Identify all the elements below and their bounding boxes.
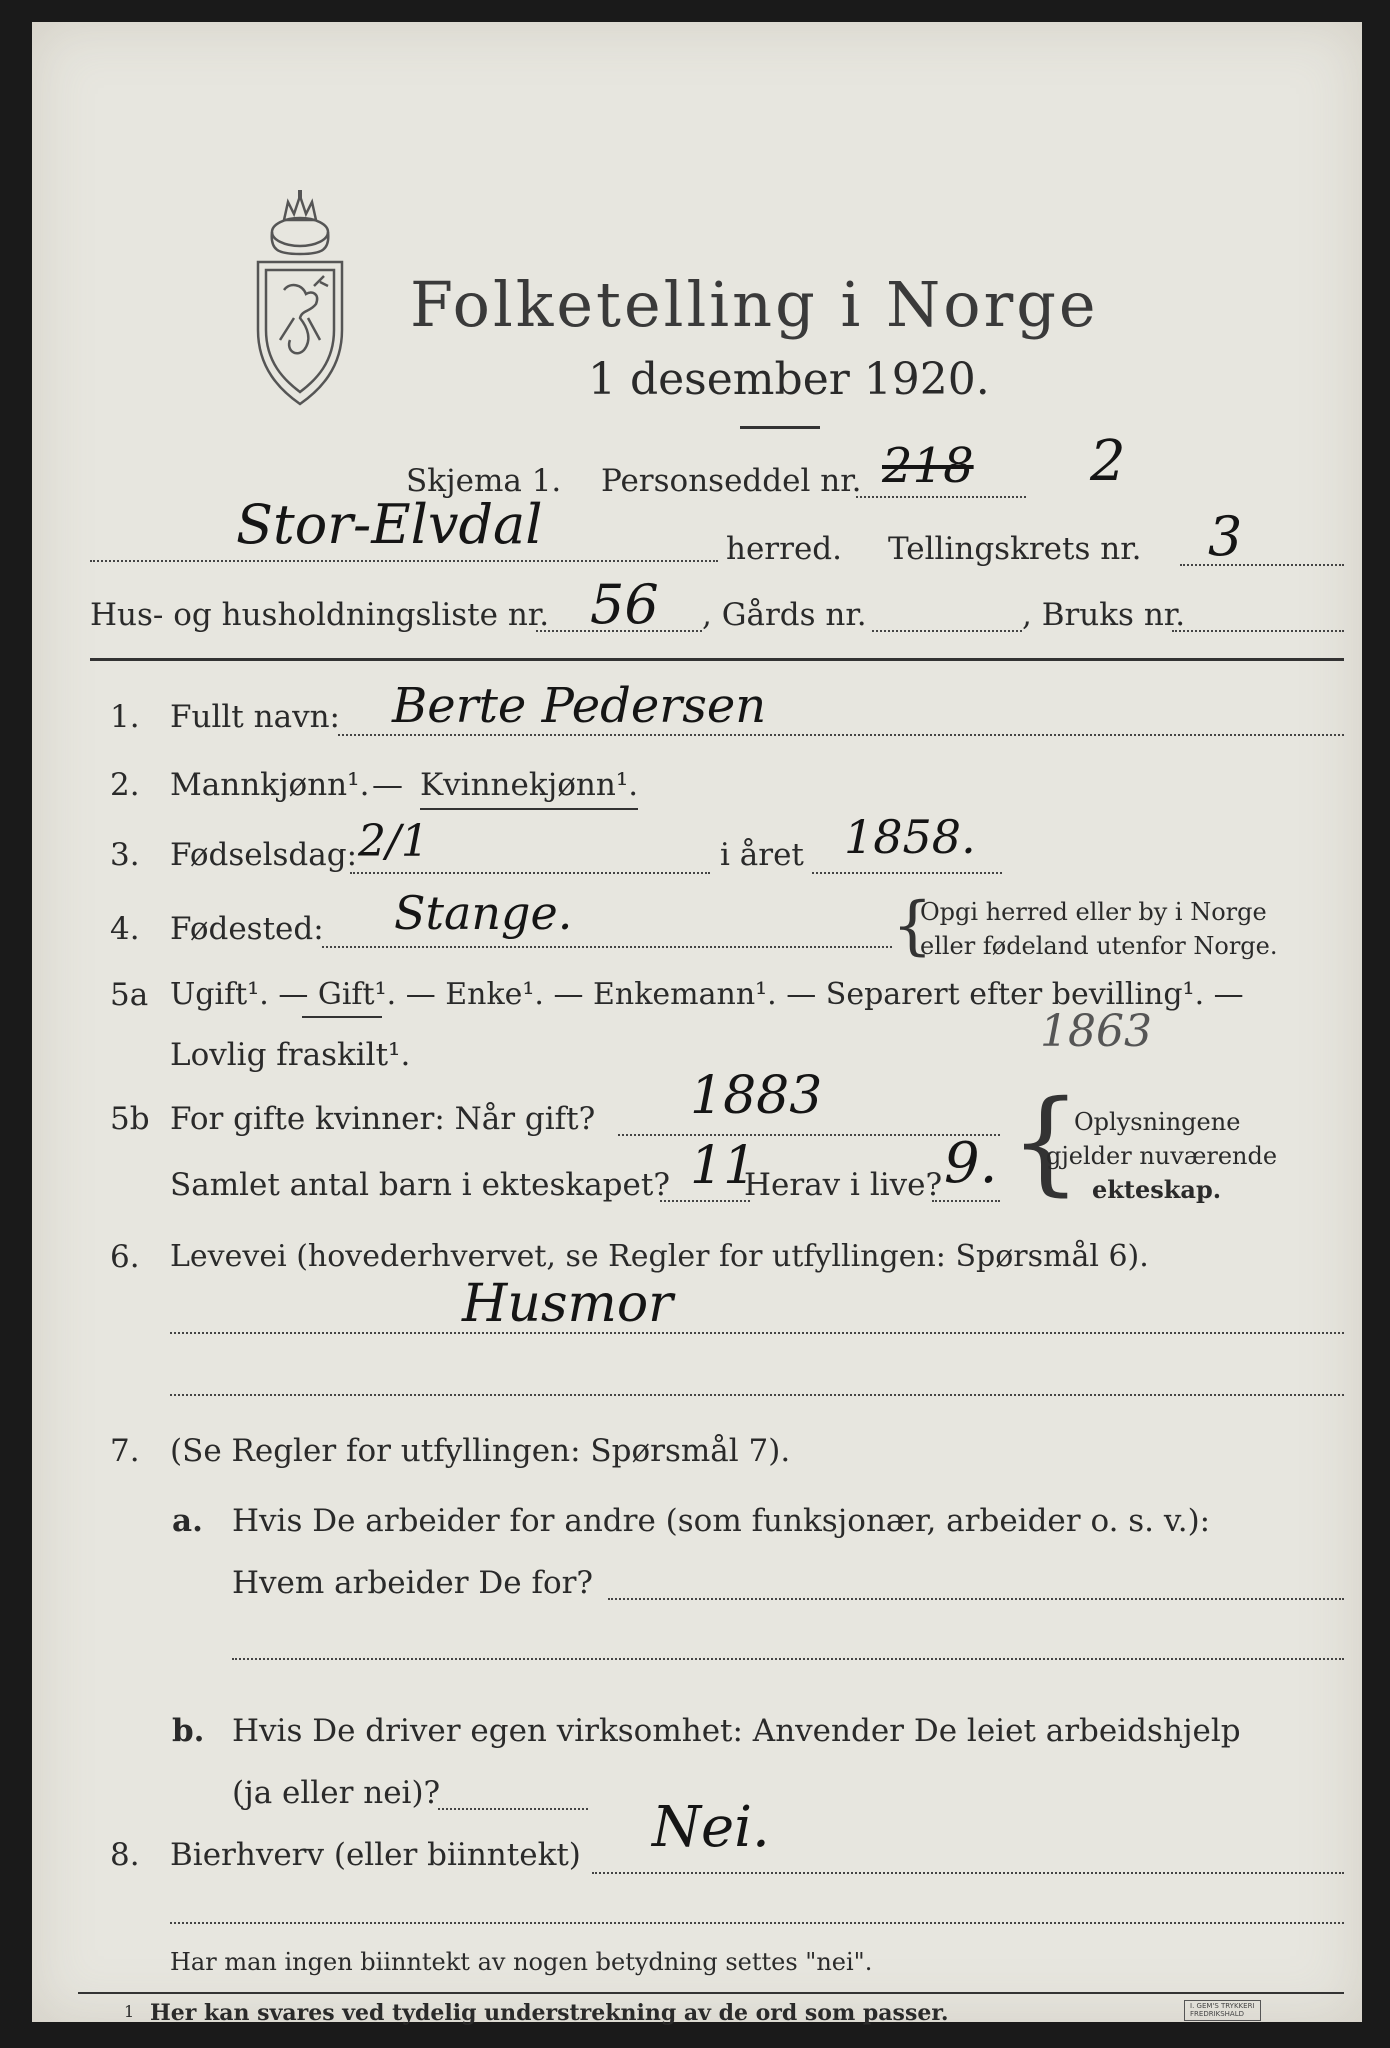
census-date: 1 desember 1920. xyxy=(588,354,990,405)
q5b-children-value: 11 xyxy=(690,1136,757,1196)
q4-number: 4. xyxy=(110,911,140,947)
q7b-question-line2: (ja eller nei)? xyxy=(232,1775,441,1811)
q8-number: 8. xyxy=(110,1837,140,1873)
q3-year-label: i året xyxy=(720,837,804,873)
q5b-children-line xyxy=(660,1200,750,1202)
tellingskrets-line xyxy=(1180,564,1344,566)
q1-line xyxy=(338,734,1344,736)
personseddel-label: Personseddel nr. xyxy=(601,463,862,499)
q5b-note-line1: Oplysningene xyxy=(1074,1108,1241,1136)
q5b-married-value: 1883 xyxy=(690,1066,823,1126)
q5b-children-label: Samlet antal barn i ekteskapet? xyxy=(170,1167,670,1203)
tellingskrets-value: 3 xyxy=(1208,505,1243,568)
schema-label: Skjema 1. xyxy=(406,463,562,499)
q1-label: Fullt navn: xyxy=(170,699,340,735)
bruks-label: , Bruks nr. xyxy=(1022,597,1186,633)
footnote-text: Her kan svares ved tydelig understrekning av de ord som passer. xyxy=(150,2000,949,2026)
q7-number: 7. xyxy=(110,1433,140,1469)
husholdningsliste-value: 56 xyxy=(590,573,659,636)
q7b-question: Hvis De driver egen virksomhet: Anvender De leiet arbeidshjelp xyxy=(232,1713,1241,1749)
q6-line2 xyxy=(170,1394,1344,1396)
q5b-married-line xyxy=(618,1134,1000,1136)
footnote-mark: 1 xyxy=(124,2002,135,2021)
q5b-note-line2: gjelder nuværende xyxy=(1046,1142,1278,1170)
herred-value: Stor-Elvdal xyxy=(236,493,543,556)
q4-note-line1: Opgi herred eller by i Norge xyxy=(920,898,1267,926)
personseddel-struck-value: 218 xyxy=(882,438,974,494)
q4-line xyxy=(322,946,892,948)
q5b-note-brace: { xyxy=(1010,1077,1082,1207)
q6-line1 xyxy=(170,1332,1344,1334)
q5b-married-label: For gifte kvinner: Når gift? xyxy=(170,1101,596,1137)
q2-dash: — xyxy=(372,767,403,803)
q7a-letter: a. xyxy=(172,1503,203,1539)
q5a-gift-underline xyxy=(302,1016,382,1018)
q4-label: Fødested: xyxy=(170,911,324,947)
q7b-answer-line xyxy=(438,1808,588,1810)
q7a-question: Hvis De arbeider for andre (som funksjonær, arbeider o. s. v.): xyxy=(232,1503,1211,1539)
herred-line xyxy=(90,560,718,562)
q7a-question-line2: Hvem arbeider De for? xyxy=(232,1565,594,1601)
norwegian-coat-of-arms-icon xyxy=(250,190,350,412)
q7-label: (Se Regler for utfyllingen: Spørsmål 7). xyxy=(170,1433,791,1469)
printer-stamp-line2: FREDRIKSHALD xyxy=(1190,2009,1245,2018)
footer-divider xyxy=(78,1992,1344,1994)
personseddel-value: 2 xyxy=(1090,429,1126,494)
q4-note-line2: eller fødeland utenfor Norge. xyxy=(920,932,1278,960)
q3-year-line xyxy=(812,872,1002,874)
gards-label: , Gårds nr. xyxy=(702,597,867,633)
footer-note: Har man ingen biinntekt av nogen betydning settes "nei". xyxy=(170,1948,873,1976)
q4-birthplace-value: Stange. xyxy=(394,886,573,940)
q2-number: 2. xyxy=(110,767,140,803)
q5a-options-line2: Lovlig fraskilt¹. xyxy=(170,1037,411,1073)
title-divider xyxy=(740,426,820,429)
q6-number: 6. xyxy=(110,1239,140,1275)
q5a-number: 5a xyxy=(110,977,149,1013)
q5b-note-line3: ekteskap. xyxy=(1092,1175,1222,1204)
q7a-answer-line2 xyxy=(232,1658,1344,1660)
q5a-options: Ugift¹. — Gift¹. — Enke¹. — Enkemann¹. — Separert efter bevilling¹. — xyxy=(170,977,1244,1012)
q5b-alive-line xyxy=(932,1200,1000,1202)
gards-line xyxy=(872,630,1022,632)
printer-stamp-line1: I. GEM'S TRYKKERI xyxy=(1190,2002,1255,2010)
q8-label: Bierhverv (eller biinntekt) xyxy=(170,1837,581,1873)
q6-label: Levevei (hovederhvervet, se Regler for utfyllingen: Spørsmål 6). xyxy=(170,1239,1149,1274)
q7a-answer-line1 xyxy=(608,1598,1344,1600)
q4-note-brace: { xyxy=(892,889,933,963)
q5b-alive-value: 9. xyxy=(944,1131,998,1196)
q2-female-underline xyxy=(420,808,638,810)
q5b-number: 5b xyxy=(110,1101,150,1137)
tellingskrets-label: Tellingskrets nr. xyxy=(888,531,1142,567)
q3-day-line xyxy=(350,872,710,874)
q8-value: Nei. xyxy=(652,1795,770,1860)
q7b-letter: b. xyxy=(172,1713,205,1749)
q2-female-option: Kvinnekjønn¹. xyxy=(420,767,639,803)
q6-occupation-value: Husmor xyxy=(462,1274,673,1334)
q8-line2 xyxy=(170,1922,1344,1924)
form-title: Folketelling i Norge xyxy=(410,268,1099,341)
printer-stamp xyxy=(1184,2000,1261,2021)
q1-fullname-value: Berte Pedersen xyxy=(392,678,767,734)
q3-year-value: 1858. xyxy=(844,810,976,864)
q8-line1 xyxy=(592,1872,1344,1874)
bruks-line xyxy=(1172,630,1344,632)
q3-birthday-value: 2/1 xyxy=(358,816,429,867)
census-form-page xyxy=(32,22,1362,2026)
q5a-margin-note: 1863 xyxy=(1040,1006,1152,1057)
q1-number: 1. xyxy=(110,699,140,735)
q3-label: Fødselsdag: xyxy=(170,837,358,873)
husholdningsliste-label: Hus- og husholdningsliste nr. xyxy=(90,597,550,633)
q2-male-option: Mannkjønn¹. xyxy=(170,767,370,803)
header-divider xyxy=(90,658,1344,661)
personseddel-line xyxy=(856,496,1026,498)
q5b-alive-label: Herav i live? xyxy=(744,1167,943,1203)
herred-label: herred. xyxy=(726,531,842,567)
q3-number: 3. xyxy=(110,837,140,873)
